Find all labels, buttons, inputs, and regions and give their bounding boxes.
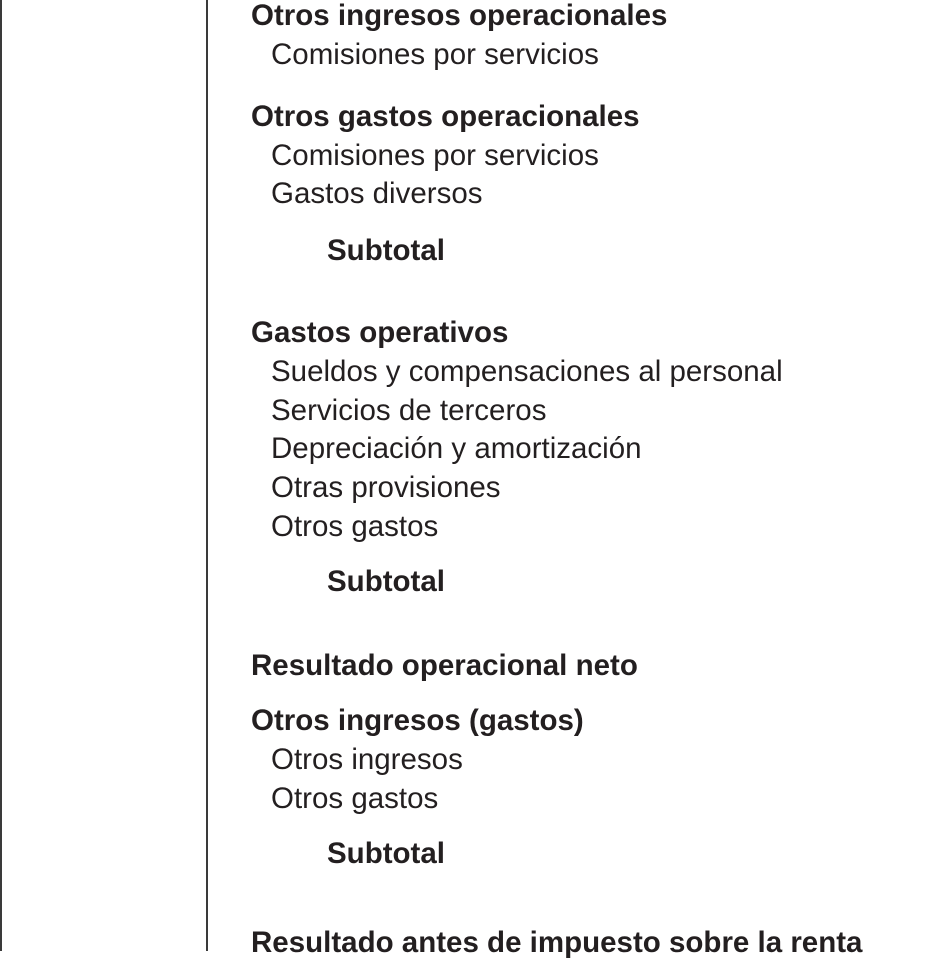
line-item: Servicios de terceros: [271, 394, 547, 427]
line-item: Otras provisiones: [271, 471, 501, 504]
section-header-resultado-operacional-neto: Resultado operacional neto: [251, 649, 638, 682]
line-item: Gastos diversos: [271, 177, 483, 210]
line-item: Sueldos y compensaciones al personal: [271, 355, 783, 388]
line-item: Otros gastos: [271, 782, 439, 815]
section-header-otros-ingresos-operacionales: Otros ingresos operacionales: [251, 0, 668, 32]
line-item: Otros gastos: [271, 510, 439, 543]
line-item: Comisiones por servicios: [271, 139, 599, 172]
line-item: Otros ingresos: [271, 743, 463, 776]
section-header-otros-ingresos-gastos: Otros ingresos (gastos): [251, 704, 584, 737]
table-left-border: [0, 0, 2, 951]
line-item: Comisiones por servicios: [271, 38, 599, 71]
subtotal-label: Subtotal: [327, 565, 445, 598]
subtotal-label: Subtotal: [327, 234, 445, 267]
section-header-otros-gastos-operacionales: Otros gastos operacionales: [251, 100, 640, 133]
section-header-resultado-antes-impuesto: Resultado antes de impuesto sobre la renta: [251, 926, 863, 959]
subtotal-label: Subtotal: [327, 837, 445, 870]
section-header-gastos-operativos: Gastos operativos: [251, 316, 509, 349]
column-divider: [206, 0, 208, 951]
line-item: Depreciación y amortización: [271, 432, 642, 465]
